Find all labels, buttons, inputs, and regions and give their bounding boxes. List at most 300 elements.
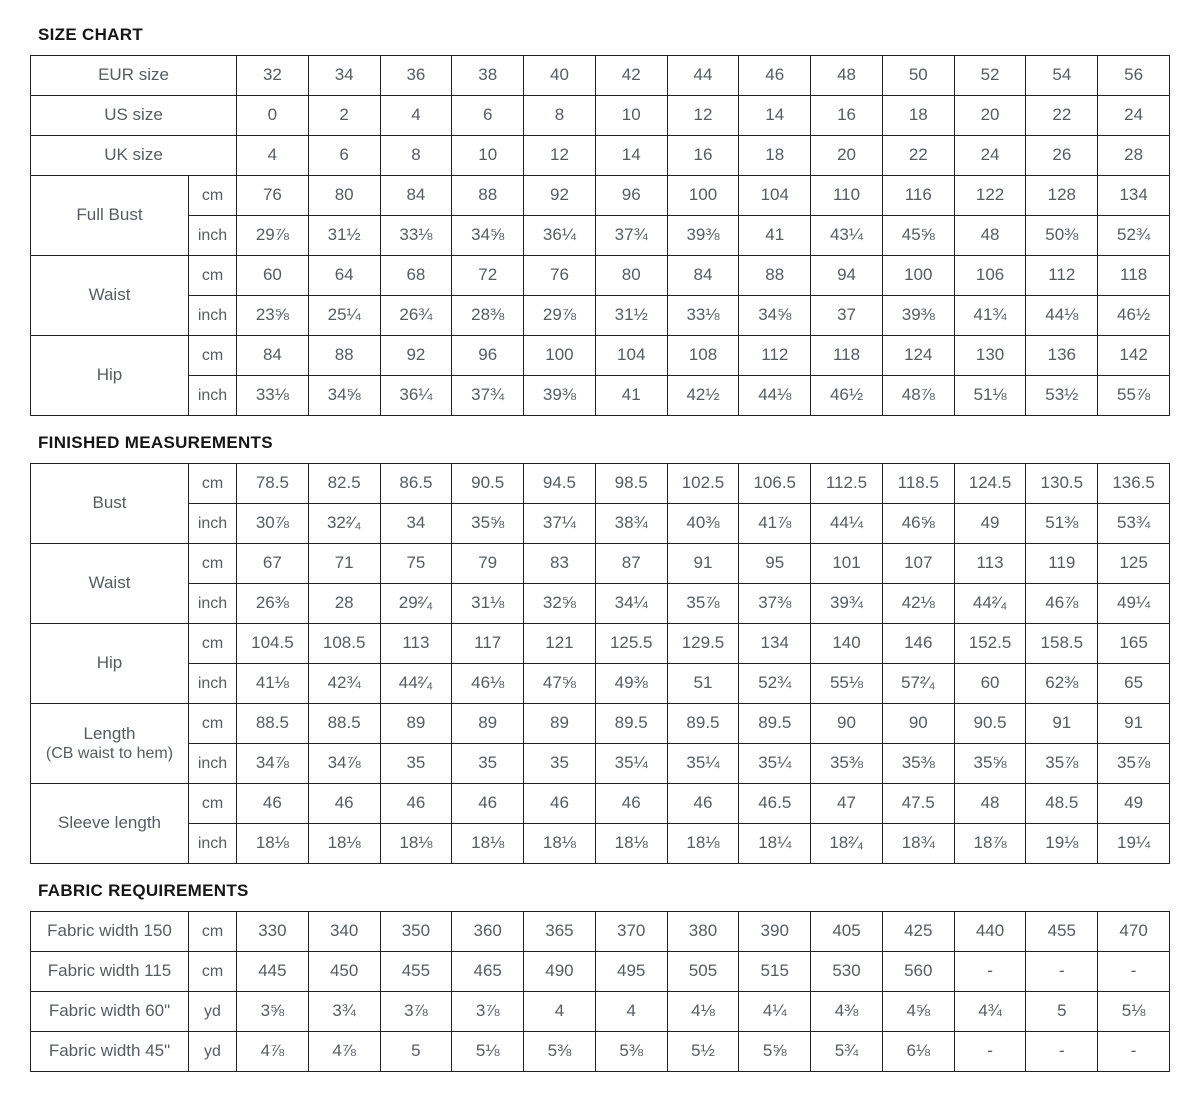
fabric-requirements-title: FABRIC REQUIREMENTS <box>38 881 249 900</box>
fabric-requirements-table <box>30 911 1170 1072</box>
value-cell: 100 <box>667 176 739 216</box>
value-cell: 365 <box>524 912 596 952</box>
value-cell: 165 <box>1098 624 1170 664</box>
table-row <box>31 912 1170 952</box>
value-cell: 49¼ <box>1098 584 1170 624</box>
value-cell: 18⅛ <box>380 824 452 864</box>
value-cell: 125.5 <box>595 624 667 664</box>
value-cell: 89.5 <box>667 704 739 744</box>
value-cell: 14 <box>739 96 811 136</box>
table-row <box>31 704 1170 744</box>
value-cell: 4⅛ <box>667 992 739 1032</box>
value-cell: 5 <box>380 1032 452 1072</box>
value-cell: 28⅜ <box>452 296 524 336</box>
value-cell: 53½ <box>1026 376 1098 416</box>
row-label: Fabric width 45" <box>31 1032 189 1072</box>
value-cell: 37 <box>811 296 883 336</box>
value-cell: 4¼ <box>739 992 811 1032</box>
value-cell: 4⅜ <box>811 992 883 1032</box>
value-cell: 88.5 <box>237 704 309 744</box>
value-cell: 46 <box>452 784 524 824</box>
value-cell: 35⅜ <box>882 744 954 784</box>
value-cell: 4 <box>524 992 596 1032</box>
value-cell: 425 <box>882 912 954 952</box>
value-cell: 18⅛ <box>308 824 380 864</box>
value-cell: 79 <box>452 544 524 584</box>
value-cell: 89.5 <box>595 704 667 744</box>
table-row <box>31 744 1170 784</box>
value-cell: 3¾ <box>308 992 380 1032</box>
value-cell: 51⅛ <box>954 376 1026 416</box>
value-cell: 4⅞ <box>308 1032 380 1072</box>
value-cell: 83 <box>524 544 596 584</box>
value-cell: 39⅜ <box>667 216 739 256</box>
value-cell: 405 <box>811 912 883 952</box>
value-cell: 35 <box>452 744 524 784</box>
value-cell: 40 <box>524 56 596 96</box>
value-cell: 146 <box>882 624 954 664</box>
value-cell: 24 <box>1098 96 1170 136</box>
value-cell: 5⅜ <box>524 1032 596 1072</box>
value-cell: 107 <box>882 544 954 584</box>
value-cell: 44 <box>667 56 739 96</box>
value-cell: 117 <box>452 624 524 664</box>
table-row <box>31 376 1170 416</box>
value-cell: 142 <box>1098 336 1170 376</box>
value-cell: 34 <box>308 56 380 96</box>
value-cell: 490 <box>524 952 596 992</box>
value-cell: 2 <box>308 96 380 136</box>
value-cell: 5½ <box>667 1032 739 1072</box>
value-cell: 46 <box>237 784 309 824</box>
value-cell: 18¾ <box>882 824 954 864</box>
value-cell: 35¼ <box>667 744 739 784</box>
finished-measurements-table <box>30 463 1170 864</box>
value-cell: 515 <box>739 952 811 992</box>
value-cell: 60 <box>954 664 1026 704</box>
value-cell: 4⅞ <box>237 1032 309 1072</box>
unit-label: cm <box>189 256 237 296</box>
table-row <box>31 664 1170 704</box>
value-cell: 42 <box>595 56 667 96</box>
value-cell: 92 <box>524 176 596 216</box>
row-label <box>31 176 189 256</box>
value-cell: 129.5 <box>667 624 739 664</box>
value-cell: 112 <box>1026 256 1098 296</box>
value-cell: 35⅞ <box>667 584 739 624</box>
table-row <box>31 952 1170 992</box>
row-label <box>31 336 189 416</box>
value-cell: 89 <box>452 704 524 744</box>
unit-label: inch <box>189 296 237 336</box>
value-cell: 4 <box>380 96 452 136</box>
value-cell: 34⅝ <box>452 216 524 256</box>
value-cell: - <box>1098 952 1170 992</box>
value-cell: 470 <box>1098 912 1170 952</box>
value-cell: 505 <box>667 952 739 992</box>
value-cell: 78.5 <box>237 464 309 504</box>
value-cell: 101 <box>811 544 883 584</box>
value-cell: 440 <box>954 912 1026 952</box>
row-label-text: Hip <box>96 365 123 385</box>
value-cell: 8 <box>524 96 596 136</box>
table-row <box>31 256 1170 296</box>
row-label: EUR size <box>31 56 237 96</box>
value-cell: 39¾ <box>811 584 883 624</box>
value-cell: 370 <box>595 912 667 952</box>
value-cell: 46 <box>524 784 596 824</box>
value-cell: 112 <box>739 336 811 376</box>
value-cell: 35⅞ <box>1098 744 1170 784</box>
value-cell: 55⅛ <box>811 664 883 704</box>
unit-label: cm <box>189 464 237 504</box>
value-cell: 125 <box>1098 544 1170 584</box>
row-label: Fabric width 60" <box>31 992 189 1032</box>
value-cell: 49 <box>1098 784 1170 824</box>
value-cell: 530 <box>811 952 883 992</box>
table-row <box>31 296 1170 336</box>
value-cell: 84 <box>380 176 452 216</box>
value-cell: 130.5 <box>1026 464 1098 504</box>
value-cell: 4⅝ <box>882 992 954 1032</box>
value-cell: 450 <box>308 952 380 992</box>
row-label-text: Bust <box>92 493 127 513</box>
value-cell: 35⅝ <box>452 504 524 544</box>
value-cell: 46⅝ <box>882 504 954 544</box>
value-cell: 22 <box>882 136 954 176</box>
row-label <box>31 256 189 336</box>
value-cell: 91 <box>667 544 739 584</box>
value-cell: 152.5 <box>954 624 1026 664</box>
value-cell: 47.5 <box>882 784 954 824</box>
value-cell: 34¼ <box>595 584 667 624</box>
table-row <box>31 216 1170 256</box>
value-cell: 29⅞ <box>524 296 596 336</box>
value-cell: 39⅜ <box>882 296 954 336</box>
row-label: Fabric width 150 <box>31 912 189 952</box>
value-cell: 113 <box>954 544 1026 584</box>
table-row <box>31 96 1170 136</box>
value-cell: 4 <box>237 136 309 176</box>
unit-label: inch <box>189 664 237 704</box>
size-chart-table <box>30 55 1170 416</box>
value-cell: 118 <box>1098 256 1170 296</box>
value-cell: 48 <box>954 216 1026 256</box>
row-label <box>31 704 189 784</box>
value-cell: 455 <box>380 952 452 992</box>
size-chart-section <box>30 24 1170 416</box>
value-cell: 84 <box>667 256 739 296</box>
value-cell: 47 <box>811 784 883 824</box>
value-cell: 35 <box>380 744 452 784</box>
value-cell: 108.5 <box>308 624 380 664</box>
value-cell: 5⅛ <box>1098 992 1170 1032</box>
unit-label: cm <box>189 176 237 216</box>
value-cell: 46.5 <box>739 784 811 824</box>
value-cell: 5 <box>1026 992 1098 1032</box>
value-cell: 89 <box>524 704 596 744</box>
value-cell: 62⅜ <box>1026 664 1098 704</box>
table-row <box>31 824 1170 864</box>
value-cell: 30⅞ <box>237 504 309 544</box>
value-cell: 25¼ <box>308 296 380 336</box>
value-cell: 40⅜ <box>667 504 739 544</box>
value-cell: 32²⁄₄ <box>308 504 380 544</box>
value-cell: 116 <box>882 176 954 216</box>
value-cell: 37¾ <box>452 376 524 416</box>
value-cell: 3⅝ <box>237 992 309 1032</box>
value-cell: 4 <box>595 992 667 1032</box>
row-label-text: Waist <box>88 285 131 305</box>
value-cell: 104 <box>739 176 811 216</box>
value-cell: 390 <box>739 912 811 952</box>
value-cell: 35⅝ <box>954 744 1026 784</box>
table-row <box>31 56 1170 96</box>
value-cell: 18⅛ <box>667 824 739 864</box>
value-cell: - <box>954 952 1026 992</box>
value-cell: 18⅛ <box>452 824 524 864</box>
row-label: Fabric width 115 <box>31 952 189 992</box>
table-row <box>31 992 1170 1032</box>
value-cell: 104 <box>595 336 667 376</box>
value-cell: 87 <box>595 544 667 584</box>
value-cell: 46 <box>380 784 452 824</box>
value-cell: 94 <box>811 256 883 296</box>
value-cell: 36¼ <box>380 376 452 416</box>
value-cell: 0 <box>237 96 309 136</box>
table-row <box>31 504 1170 544</box>
value-cell: 34⅝ <box>739 296 811 336</box>
table-row <box>31 1032 1170 1072</box>
value-cell: 14 <box>595 136 667 176</box>
value-cell: 49⅜ <box>595 664 667 704</box>
value-cell: 33⅛ <box>237 376 309 416</box>
value-cell: 46⅞ <box>1026 584 1098 624</box>
table-row <box>31 624 1170 664</box>
value-cell: 90.5 <box>954 704 1026 744</box>
row-label-text: Waist <box>88 573 131 593</box>
value-cell: 39⅜ <box>524 376 596 416</box>
value-cell: 34⅝ <box>308 376 380 416</box>
value-cell: 118 <box>811 336 883 376</box>
row-label-text: Hip <box>96 653 123 673</box>
value-cell: 113 <box>380 624 452 664</box>
value-cell: 33⅛ <box>380 216 452 256</box>
value-cell: 3⅞ <box>452 992 524 1032</box>
value-cell: 104.5 <box>237 624 309 664</box>
value-cell: 35⅜ <box>811 744 883 784</box>
value-cell: 16 <box>811 96 883 136</box>
row-label-text: Length <box>83 724 136 744</box>
value-cell: 18 <box>739 136 811 176</box>
value-cell: 26⅜ <box>237 584 309 624</box>
value-cell: 136.5 <box>1098 464 1170 504</box>
unit-label: inch <box>189 504 237 544</box>
value-cell: 4¾ <box>954 992 1026 1032</box>
value-cell: 108 <box>667 336 739 376</box>
value-cell: 86.5 <box>380 464 452 504</box>
table-row <box>31 584 1170 624</box>
value-cell: 82.5 <box>308 464 380 504</box>
value-cell: 67 <box>237 544 309 584</box>
value-cell: 10 <box>452 136 524 176</box>
value-cell: 18⅛ <box>237 824 309 864</box>
value-cell: 46 <box>739 56 811 96</box>
finished-measurements-section <box>30 432 1170 864</box>
unit-label: inch <box>189 216 237 256</box>
value-cell: 37¾ <box>595 216 667 256</box>
value-cell: 5⅜ <box>595 1032 667 1072</box>
value-cell: 38 <box>452 56 524 96</box>
value-cell: 330 <box>237 912 309 952</box>
value-cell: 48 <box>811 56 883 96</box>
unit-label: yd <box>189 1032 237 1072</box>
value-cell: 5⅝ <box>739 1032 811 1072</box>
value-cell: 65 <box>1098 664 1170 704</box>
value-cell: 42½ <box>667 376 739 416</box>
unit-label: cm <box>189 544 237 584</box>
value-cell: 80 <box>595 256 667 296</box>
value-cell: 36 <box>380 56 452 96</box>
value-cell: 28 <box>308 584 380 624</box>
value-cell: 26 <box>1026 136 1098 176</box>
row-label: US size <box>31 96 237 136</box>
value-cell: 96 <box>452 336 524 376</box>
value-cell: 35¼ <box>595 744 667 784</box>
value-cell: 8 <box>380 136 452 176</box>
value-cell: 100 <box>524 336 596 376</box>
value-cell: 106 <box>954 256 1026 296</box>
unit-label: inch <box>189 824 237 864</box>
value-cell: 54 <box>1026 56 1098 96</box>
value-cell: 91 <box>1026 704 1098 744</box>
value-cell: 124 <box>882 336 954 376</box>
value-cell: 121 <box>524 624 596 664</box>
value-cell: 64 <box>308 256 380 296</box>
table-row <box>31 336 1170 376</box>
value-cell: 12 <box>524 136 596 176</box>
value-cell: 48.5 <box>1026 784 1098 824</box>
row-label <box>31 624 189 704</box>
value-cell: 350 <box>380 912 452 952</box>
value-cell: 44⅛ <box>739 376 811 416</box>
value-cell: 52 <box>954 56 1026 96</box>
value-cell: 33⅛ <box>667 296 739 336</box>
value-cell: 5⅛ <box>452 1032 524 1072</box>
value-cell: 136 <box>1026 336 1098 376</box>
value-cell: 31⅛ <box>452 584 524 624</box>
value-cell: 34⅞ <box>308 744 380 784</box>
value-cell: 6 <box>308 136 380 176</box>
value-cell: 158.5 <box>1026 624 1098 664</box>
value-cell: 46 <box>595 784 667 824</box>
value-cell: 18⅛ <box>595 824 667 864</box>
value-cell: 46½ <box>1098 296 1170 336</box>
value-cell: 455 <box>1026 912 1098 952</box>
row-label-subtext: (CB waist to hem) <box>45 744 174 762</box>
value-cell: 52¾ <box>1098 216 1170 256</box>
value-cell: 31½ <box>595 296 667 336</box>
value-cell: 24 <box>954 136 1026 176</box>
value-cell: 18 <box>882 96 954 136</box>
table-row <box>31 464 1170 504</box>
value-cell: 35¼ <box>739 744 811 784</box>
value-cell: 88 <box>452 176 524 216</box>
value-cell: 95 <box>739 544 811 584</box>
value-cell: 71 <box>308 544 380 584</box>
value-cell: 340 <box>308 912 380 952</box>
value-cell: 44²⁄₄ <box>380 664 452 704</box>
value-cell: 43¼ <box>811 216 883 256</box>
table-row <box>31 136 1170 176</box>
value-cell: 76 <box>524 256 596 296</box>
value-cell: 20 <box>811 136 883 176</box>
value-cell: 41⅞ <box>739 504 811 544</box>
value-cell: 465 <box>452 952 524 992</box>
value-cell: 6⅛ <box>882 1032 954 1072</box>
value-cell: 32 <box>237 56 309 96</box>
value-cell: 100 <box>882 256 954 296</box>
value-cell: 90 <box>882 704 954 744</box>
value-cell: 92 <box>380 336 452 376</box>
value-cell: 50⅜ <box>1026 216 1098 256</box>
value-cell: 48⅞ <box>882 376 954 416</box>
value-cell: 140 <box>811 624 883 664</box>
value-cell: 55⅞ <box>1098 376 1170 416</box>
value-cell: 60 <box>237 256 309 296</box>
value-cell: 84 <box>237 336 309 376</box>
value-cell: 41 <box>595 376 667 416</box>
row-label <box>31 464 189 544</box>
value-cell: 10 <box>595 96 667 136</box>
value-cell: 44²⁄₄ <box>954 584 1026 624</box>
value-cell: 88.5 <box>308 704 380 744</box>
value-cell: 3⅞ <box>380 992 452 1032</box>
value-cell: 42⅛ <box>882 584 954 624</box>
value-cell: 19¼ <box>1098 824 1170 864</box>
value-cell: 29²⁄₄ <box>380 584 452 624</box>
value-cell: 53¾ <box>1098 504 1170 544</box>
value-cell: 42¾ <box>308 664 380 704</box>
value-cell: 68 <box>380 256 452 296</box>
row-label <box>31 544 189 624</box>
unit-label: cm <box>189 952 237 992</box>
value-cell: 46½ <box>811 376 883 416</box>
value-cell: 134 <box>739 624 811 664</box>
size-chart-title: SIZE CHART <box>38 25 143 44</box>
value-cell: 445 <box>237 952 309 992</box>
value-cell: 48 <box>954 784 1026 824</box>
value-cell: 46⅛ <box>452 664 524 704</box>
value-cell: 18⅞ <box>954 824 1026 864</box>
value-cell: 18⅛ <box>524 824 596 864</box>
value-cell: 20 <box>954 96 1026 136</box>
value-cell: 118.5 <box>882 464 954 504</box>
value-cell: 34 <box>380 504 452 544</box>
value-cell: 106.5 <box>739 464 811 504</box>
value-cell: 50 <box>882 56 954 96</box>
unit-label: cm <box>189 912 237 952</box>
value-cell: 41¾ <box>954 296 1026 336</box>
unit-label: inch <box>189 376 237 416</box>
value-cell: 34⅞ <box>237 744 309 784</box>
value-cell: 41 <box>739 216 811 256</box>
value-cell: 80 <box>308 176 380 216</box>
value-cell: 12 <box>667 96 739 136</box>
value-cell: 6 <box>452 96 524 136</box>
value-cell: - <box>1026 952 1098 992</box>
value-cell: 5¾ <box>811 1032 883 1072</box>
